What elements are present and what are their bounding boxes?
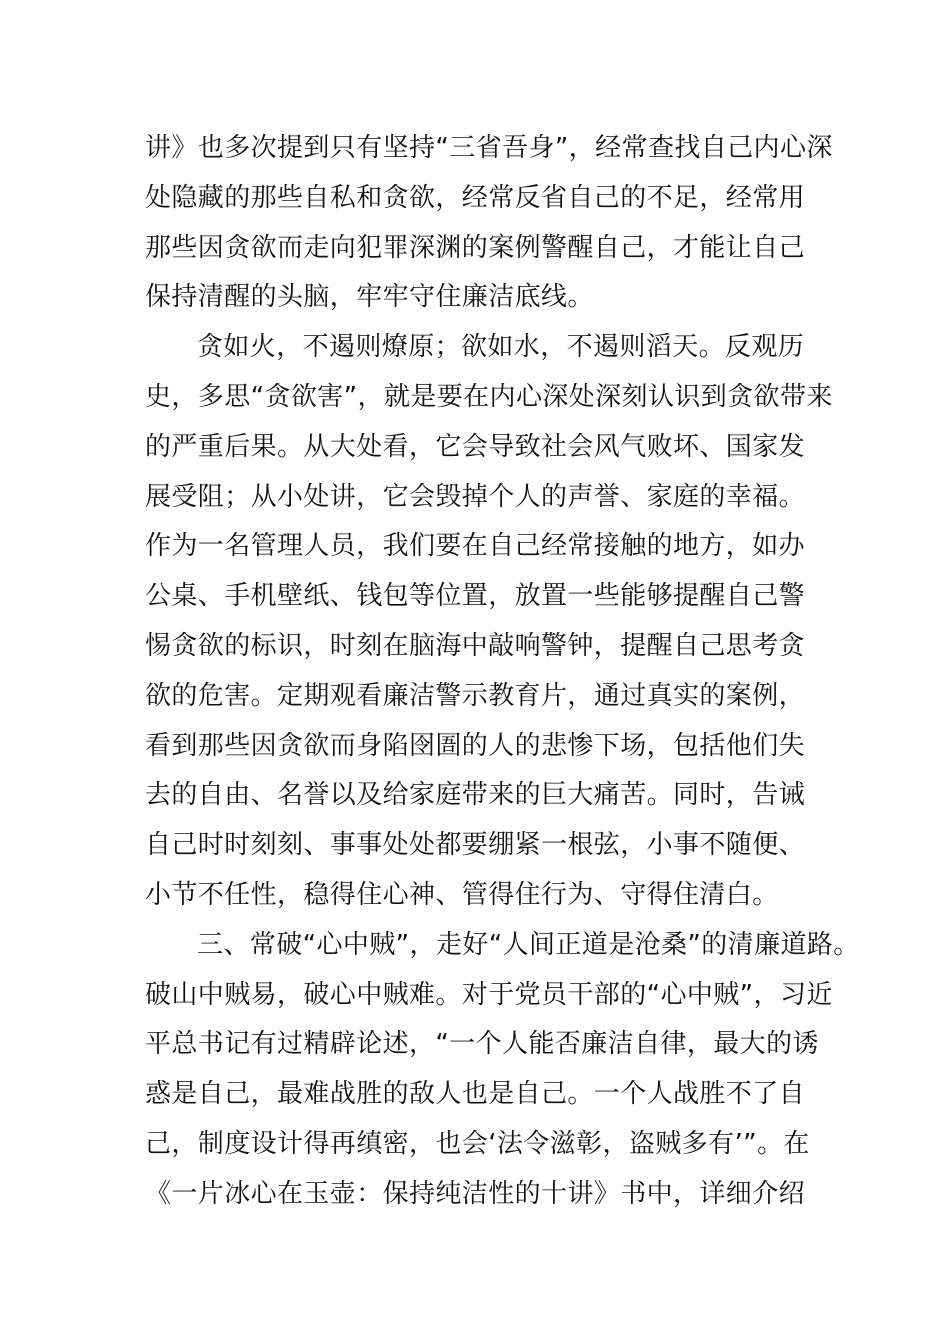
text-line: 那些因贪欲而走向犯罪深渊的案例警醒自己，才能让自己 xyxy=(145,232,806,263)
text-line: 惕贪欲的标识，时刻在脑海中敲响警钟，提醒自己思考贪 xyxy=(145,630,806,661)
text-line: 的严重后果。从大处看，它会导致社会风气败坏、国家发 xyxy=(145,431,806,462)
text-line: 公桌、手机壁纸、钱包等位置，放置一些能够提醒自己警 xyxy=(145,581,806,612)
text-line: 史，多思“贪欲害”，就是要在内心深处深刻认识到贪欲带来 xyxy=(145,381,833,412)
text-line: 自己时时刻刻、事事处处都要绷紧一根弦，小事不随便、 xyxy=(145,830,806,861)
text-line: 己，制度设计得再缜密，也会‘法令滋彰，盗贼多有’”。在 xyxy=(145,1128,810,1159)
text-line: 作为一名管理人员，我们要在自己经常接触的地方，如办 xyxy=(145,531,806,562)
body-text xyxy=(145,124,860,1220)
text-line: 惑是自己，最难战胜的敌人也是自己。一个人战胜不了自 xyxy=(145,1079,806,1110)
text-line: 破山中贼易，破心中贼难。对于党员干部的“心中贼”，习近 xyxy=(145,979,833,1010)
text-line: 欲的危害。定期观看廉洁警示教育片，通过真实的案例， xyxy=(145,680,806,711)
text-line: 平总书记有过精辟论述，“一个人能否廉洁自律，最大的诱 xyxy=(145,1029,819,1060)
text-line: 三、常破“心中贼”，走好“人间正道是沧桑”的清廉道路。 xyxy=(197,929,860,960)
text-line: 贪如火，不遏则燎原；欲如水，不遏则滔天。反观历 xyxy=(197,332,805,363)
text-line: 处隐藏的那些自私和贪欲，经常反省自己的不足，经常用 xyxy=(145,182,806,213)
text-line: 《一片冰心在玉壶：保持纯洁性的十讲》书中，详细介绍 xyxy=(145,1178,806,1209)
text-line: 讲》也多次提到只有坚持“三省吾身”，经常查找自己内心深 xyxy=(145,133,833,163)
text-line: 展受阻；从小处讲，它会毁掉个人的声誉、家庭的幸福。 xyxy=(145,481,806,512)
text-line: 小节不任性，稳得住心神、管得住行为、守得住清白。 xyxy=(145,879,779,910)
text-line: 去的自由、名誉以及给家庭带来的巨大痛苦。同时，告诫 xyxy=(145,780,806,811)
text-line: 看到那些因贪欲而身陷囹圄的人的悲惨下场，包括他们失 xyxy=(145,730,806,761)
text-line: 保持清醒的头脑，牢牢守住廉洁底线。 xyxy=(145,282,594,313)
